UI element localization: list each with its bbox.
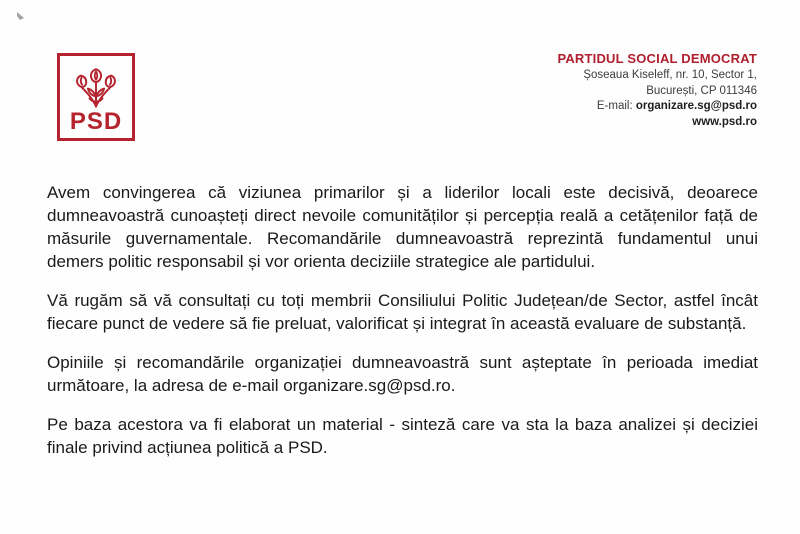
letterhead <box>457 51 757 130</box>
email-label: E-mail: <box>596 100 636 112</box>
address-line-1: Șoseaua Kiseleff, nr. 10, Sector 1, <box>583 69 757 81</box>
email-line <box>457 99 757 115</box>
address-line-2: București, CP 011346 <box>646 84 757 97</box>
paragraph-1: Avem convingerea că viziunea primarilor și a liderilor locali este decisivă, deoarece dumneavoastră cunoașteți direct nevoile comunităților și percepția reală a cetățenilor față de măsurile guvernamentale. Recomandările dumneavoastră reprezintă fundamentul unui demers politic responsabil și vor orienta deciziile strategice ale partidului. <box>47 183 758 271</box>
website-url: www.psd.ro <box>692 115 757 128</box>
paragraph-4: Pe baza acestora va fi elaborat un material - sinteză care va sta la baza analizei și deciziei finale privind acțiunea politică a PSD. <box>47 415 758 457</box>
rose-icon <box>70 65 122 109</box>
psd-logo <box>57 53 135 141</box>
letter-body <box>47 181 758 459</box>
paragraph-3: Opiniile și recomandările organizației dumneavoastră sunt așteptate în perioada imediat următoare, la adresa de e-mail organizare.sg@psd.ro. <box>47 353 758 395</box>
cursor-speck-icon <box>16 8 25 17</box>
email-address: organizare.sg@psd.ro <box>635 100 757 112</box>
paragraph-2: Vă rugăm să vă consultați cu toți membrii Consiliului Politic Județean/de Sector, astfel încât fiecare punct de vedere să fie preluat, valorificat și integrat în această evaluare de substanță. <box>47 291 758 333</box>
org-name: PARTIDUL SOCIAL DEMOCRAT <box>557 51 757 66</box>
logo-text: PSD <box>69 108 123 135</box>
